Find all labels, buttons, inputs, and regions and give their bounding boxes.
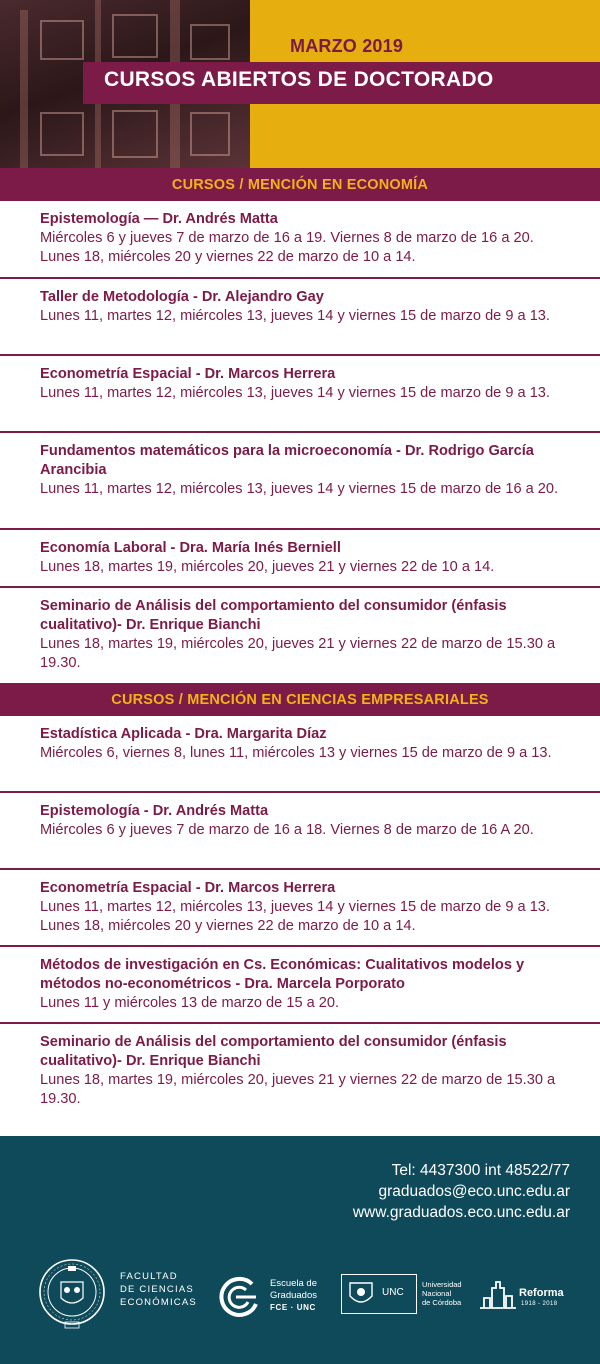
unc-logo: UNC <box>341 1274 417 1314</box>
course-item <box>0 530 600 588</box>
course-item <box>0 201 600 279</box>
course-item <box>0 1024 600 1119</box>
section-heading-economia: CURSOS / MENCIÓN EN ECONOMÍA <box>0 168 600 201</box>
course-schedule: Lunes 11, martes 12, miércoles 13, jueves 14 y viernes 15 de marzo de 9 a 13. <box>40 385 550 401</box>
course-schedule: Miércoles 6, viernes 8, lunes 11, miércoles 13 y viernes 15 de marzo de 9 a 13. <box>40 745 552 761</box>
escuela-graduados-wordmark: Escuela de Graduados FCE · UNC <box>270 1278 318 1312</box>
course-title: Economía Laboral - Dra. María Inés Berniell <box>40 540 341 556</box>
course-item <box>0 870 600 947</box>
course-schedule: Lunes 11, martes 12, miércoles 13, jueves 14 y viernes 15 de marzo de 16 a 20. <box>40 481 559 497</box>
course-item <box>0 588 600 683</box>
contact-block <box>353 1160 570 1223</box>
footer <box>0 1136 600 1364</box>
course-item <box>0 279 600 356</box>
course-item <box>0 947 600 1024</box>
course-schedule: Lunes 18, martes 19, miércoles 20, jueves 21 y viernes 22 de marzo de 15.30 a 19.30. <box>40 1072 556 1107</box>
escuela-graduados-logo-icon <box>216 1274 262 1320</box>
course-title: Métodos de investigación en Cs. Económicas: Cualitativos modelos y métodos no-econométricos - Dra. Marcela Porporato <box>40 957 525 992</box>
course-title: Fundamentos matemáticos para la microeconomía - Dr. Rodrigo García Arancibia <box>40 443 534 478</box>
course-schedule: Lunes 18, martes 19, miércoles 20, jueves 21 y viernes 22 de marzo de 15.30 a 19.30. <box>40 636 556 671</box>
website-link[interactable]: www.graduados.eco.unc.edu.ar <box>352 1204 570 1221</box>
course-schedule: Miércoles 6 y jueves 7 de marzo de 16 a 18. Viernes 8 de marzo de 16 A 20. <box>40 822 534 838</box>
unc-wordmark: Universidad Nacional de Córdoba <box>422 1280 462 1307</box>
course-title: Seminario de Análisis del comportamiento del consumidor (énfasis cualitativo)- Dr. Enrique Bianchi <box>40 1034 507 1069</box>
fce-seal-icon <box>37 1252 107 1342</box>
section-heading-empresariales: CURSOS / MENCIÓN EN CIENCIAS EMPRESARIALES <box>0 683 600 716</box>
course-title: Estadística Aplicada - Dra. Margarita Díaz <box>40 726 327 742</box>
page-title: CURSOS ABIERTOS DE DOCTORADO <box>104 68 494 91</box>
course-title: Epistemología — Dr. Andrés Matta <box>40 211 278 227</box>
reforma-wordmark: Reforma <box>519 1287 564 1299</box>
course-item <box>0 433 600 530</box>
course-title: Econometría Espacial - Dr. Marcos Herrera <box>40 366 336 382</box>
logos-row <box>0 1244 600 1354</box>
unc-shield-icon <box>347 1280 375 1308</box>
course-title: Taller de Metodología - Dr. Alejandro Gay <box>40 289 324 305</box>
course-title: Econometría Espacial - Dr. Marcos Herrera <box>40 880 336 896</box>
course-schedule: Lunes 11, martes 12, miércoles 13, jueves 14 y viernes 15 de marzo de 9 a 13. Lunes 18, miércoles 20 y viernes 22 de marzo de 10 a 14. <box>40 899 550 934</box>
course-title: Epistemología - Dr. Andrés Matta <box>40 803 269 819</box>
email-link[interactable]: graduados@eco.unc.edu.ar <box>378 1183 570 1200</box>
phone-number: Tel: 4437300 int 48522/77 <box>391 1162 570 1179</box>
course-schedule: Lunes 11, martes 12, miércoles 13, jueves 14 y viernes 15 de marzo de 9 a 13. <box>40 308 550 324</box>
reforma-building-icon <box>478 1278 518 1312</box>
header-month: MARZO 2019 <box>290 36 404 56</box>
course-item <box>0 793 600 870</box>
fce-wordmark: FACULTAD DE CIENCIAS ECONÓMICAS <box>120 1271 197 1308</box>
header-banner <box>0 0 600 168</box>
course-title: Seminario de Análisis del comportamiento del consumidor (énfasis cualitativo)- Dr. Enrique Bianchi <box>40 598 507 633</box>
course-schedule: Miércoles 6 y jueves 7 de marzo de 16 a 19. Viernes 8 de marzo de 16 a 20. Lunes 18, miércoles 20 y viernes 22 de marzo de 10 a 14. <box>40 230 534 265</box>
reforma-years: 1918 - 2018 <box>521 1301 558 1307</box>
course-schedule: Lunes 18, martes 19, miércoles 20, jueves 21 y viernes 22 de 10 a 14. <box>40 559 495 575</box>
course-item <box>0 716 600 793</box>
course-schedule: Lunes 11 y miércoles 13 de marzo de 15 a 20. <box>40 995 340 1011</box>
course-item <box>0 356 600 433</box>
